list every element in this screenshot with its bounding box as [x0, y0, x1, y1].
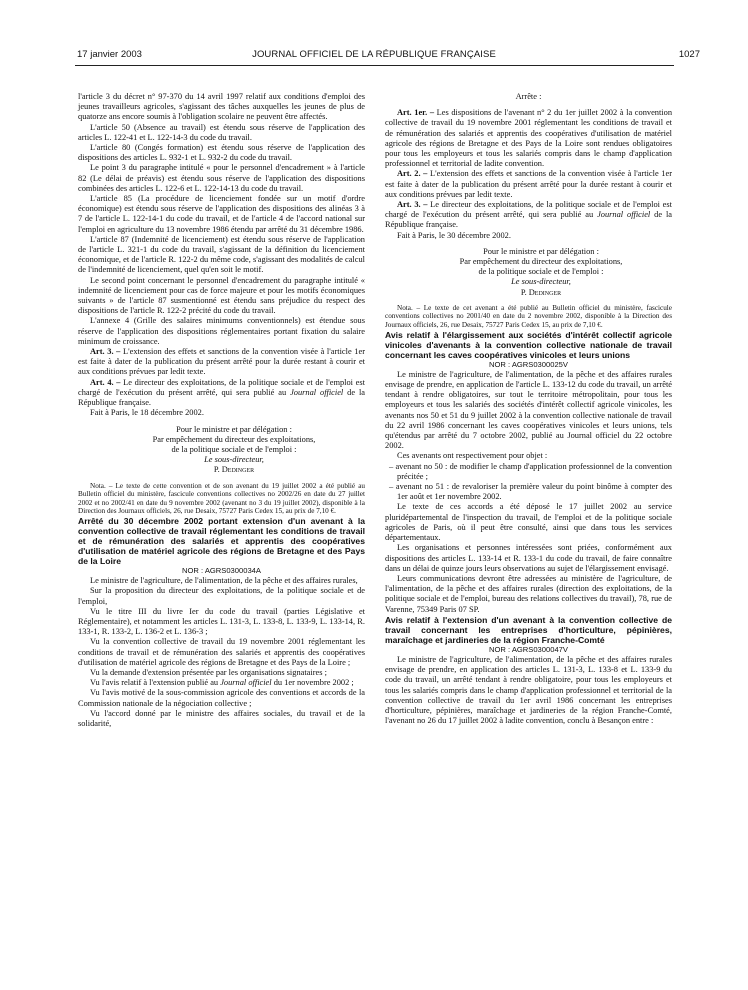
paragraph: Le ministre de l'agriculture, de l'alimentation, de la pêche et des affaires rurales, — [90, 576, 358, 586]
nor-reference: NOR : AGRS0300047V — [489, 644, 568, 654]
fait-a-paris: Fait à Paris, le 18 décembre 2002. — [90, 408, 204, 418]
right-column — [385, 92, 672, 726]
signature-title: Le sous-directeur, — [511, 277, 571, 287]
article-label: Art. 1er. – — [397, 108, 435, 118]
signature-line: de la politique sociale et de l'emploi : — [171, 444, 297, 454]
signature-line: de la politique sociale et de l'emploi : — [478, 267, 604, 277]
paragraph: Vu l'avis motivé de la sous-commission agricole des conventions et accords de la Commission nationale de la négociation collective ; — [78, 688, 365, 708]
article-1: Art. 1er. – Les dispositions de l'avenant n° 2 du 1er juillet 2002 à la convention collective de travail du 19 novembre 2001 réglementant les conditions de travail et de rémunération des salariés et apprentis des coopératives d'utilisation de matériel agricole des régions de Bretagne et des Pays de la Loire sont rendues obligatoires pour tous les employeurs et tous les salariés compris dans le champ d'application professionnel et territorial de ladite convention. — [385, 108, 673, 169]
paragraph: Le ministre de l'agriculture, de l'alimentation, de la pêche et des affaires rurales envisage de prendre, en application de l'article L. 133-12 du code du travail, un arrêté tendant à rendre obligatoires, sur tout le territoire métropolitain, pour tous les employeurs et tous les salariés des sociétés d'intérêt collectif agricole vinicoles, les avenants nos 50 et 51 du 9 juillet 2002 à la convention collective nationale de travail du 22 avril 1986 concernant les caves coopératives vinicoles et leurs unions, tels qu'étendus par arrêté du 7 octobre 2002, publié au Journal officiel du 22 octobre 2002. — [385, 369, 672, 451]
paragraph: Sur la proposition du directeur des exploitations, de la politique sociale et de l'emploi, — [78, 586, 365, 606]
paragraph: l'article 3 du décret n° 97-370 du 14 avril 1997 relatif aux conditions d'emploi des jeunes travailleurs agricoles, s'agissant des tâches auxquelles les jeunes de plus de quatorze ans encore soumis à l'obligation scolaire ne peuvent être affectés. — [78, 92, 365, 122]
fait-a-paris: Fait à Paris, le 30 décembre 2002. — [397, 230, 511, 240]
page-number: 1027 — [678, 49, 700, 60]
article-label: Art. 4. – — [90, 377, 121, 387]
nor-reference: NOR : AGRS0300034A — [182, 565, 261, 575]
list-item: – avenant no 50 : de modifier le champ d'application professionnel de la convention précitée ; — [389, 461, 672, 481]
paragraph: Vu l'accord donné par le ministre des affaires sociales, du travail et de la solidarité, — [78, 708, 365, 728]
signature-line: Pour le ministre et par délégation : — [483, 246, 599, 256]
avis-title: Avis relatif à l'élargissement aux sociétés d'intérêt collectif agricole vinicoles d'avenants à la convention collective nationale de travail concernant les caves coopératives vinicoles et leurs unions — [385, 329, 672, 360]
signatory-name: P. Dedinger — [520, 287, 562, 297]
paragraph: Leurs communications devront être adressées au ministère de l'agriculture, de l'alimentation, de la pêche et des affaires rurales (direction des exploitations, de la politique sociale et de l'emploi, bureau des relations collectives du travail), 78, rue de Varenne, 75349 Paris 07 SP. — [385, 573, 672, 614]
article-label: Art. 3. – — [397, 200, 428, 210]
nota: Nota. – Le texte de cette convention et de son avenant du 19 juillet 2002 a été publié au Bulletin officiel du ministère, fascicule conventions collectives no 2002/26 en date du 27 juillet 2002 et no 2002/41 en date du 9 novembre 2002 (avenant no 3 du 19 juillet 2002), disponible à la Direction des Journaux officiels, 26, rue Desaix, 75727 Paris Cedex 15, au prix de 7,10 €. — [78, 481, 365, 516]
paragraph: Ces avenants ont respectivement pour objet : — [397, 451, 548, 461]
list-item: – avenant no 51 : de revaloriser la première valeur du point binôme à compter des 1er août et 1er novembre 2002. — [389, 482, 672, 502]
article-3: Art. 3. – Le directeur des exploitations, de la politique sociale et de l'emploi est chargé de l'exécution du présent arrêté, qui sera publié au Journal officiel de la République française. — [385, 200, 672, 230]
arrete-title: Arrêté du 30 décembre 2002 portant extension d'un avenant à la convention collective de travail réglementant les conditions de travail et de rémunération des salariés et apprentis des coopératives d'utilisation de matériel agricole des régions de Bretagne et des Pays de la Loire — [78, 515, 365, 566]
paragraph: L'article 80 (Congés formation) est étendu sous réserve de l'application des dispositions des articles L. 932-1 et L. 932-2 du code du travail. — [78, 143, 365, 163]
left-column — [78, 92, 365, 729]
signature-line: Par empêchement du directeur des exploitations, — [459, 257, 623, 267]
arrete-label: Arrête : — [515, 92, 542, 101]
paragraph: L'article 87 (Indemnité de licenciement) est étendu sous réserve de l'application de l'article L. 321-1 du code du travail, s'agissant de la définition du licenciement économique, et de l'article R. 122-2 du même code, s'agissant des modalités de calcul de l'indemnité de licenciement, quel qu'en soit le motif. — [78, 234, 365, 275]
article-label: Art. 3. – — [90, 347, 121, 357]
signature-line: Pour le ministre et par délégation : — [176, 424, 292, 434]
nota: Nota. – Le texte de cet avenant a été publié au Bulletin officiel du ministère, fascicule conventions collectives no 2001/40 en date du 2 novembre 2002, disponible à la Direction des Journaux officiels, 26, rue Desaix, 75727 Paris Cedex 15, au prix de 7,10 €. — [385, 303, 672, 330]
paragraph: Vu la demande d'extension présentée par les organisations signataires ; — [90, 667, 327, 677]
nor-reference: NOR : AGRS0300025V — [489, 359, 568, 369]
paragraph: L'article 50 (Absence au travail) est étendu sous réserve de l'application des articles L. 122-41 et L. 122-14-3 du code du travail. — [78, 122, 365, 142]
paragraph: Le point 3 du paragraphe intitulé « pour le personnel d'encadrement » à l'article 82 (Le délai de préavis) est étendu sous réserve de l'application des dispositions combinées des articles L. 122-6 et L. 122-14-13 du code du travail. — [78, 163, 365, 193]
paragraph: Le texte de ces accords a été déposé le 17 juillet 2002 au service pluridépartemental de l'inspection du travail, de l'emploi et de la politique sociale agricoles de Paris, où il peut être consulté, ainsi que dans tous les services départementaux. — [385, 502, 672, 543]
paragraph: Vu le titre III du livre Ier du code du travail (parties Législative et Réglementaire), et notamment les articles L. 131-3, L. 133-8, L. 133-9, L. 133-14, R. 133-1, R. 133-2, L. 136-2 et L. 136-3 ; — [78, 606, 365, 637]
page-header — [0, 49, 748, 63]
issue-date: 17 janvier 2003 — [77, 49, 142, 60]
paragraph: Vu la convention collective de travail du 19 novembre 2001 réglementant les conditions de travail et de rémunération des salariés et apprentis des coopératives d'utilisation de matériel agricole des régions de Bretagne et des Pays de la Loire ; — [78, 637, 365, 667]
article-2: Art. 2. – L'extension des effets et sanctions de la convention visée à l'article 1er est faite à dater de la publication du présent arrêté pour la durée restant à courir et aux conditions prévues par ledit texte. — [385, 169, 672, 199]
signature-title: Le sous-directeur, — [204, 455, 264, 465]
paragraph: Le second point concernant le personnel d'encadrement du paragraphe intitulé « indemnité de licenciement pour cas de force majeure et pour les motifs économiques suivants » de l'article 87 susmentionné est étendu sans préjudice du respect des dispositions de l'article R. 122-2 précité du code du travail. — [78, 275, 365, 316]
paragraph: Les organisations et personnes intéressées sont priées, conformément aux dispositions des articles L. 133-14 et R. 133-1 du code du travail, de faire connaître dans un délai de quinze jours leurs observations au sujet de l'élargissement envisagé. — [385, 543, 672, 573]
paragraph: Vu l'avis relatif à l'extension publié au Journal officiel du 1er novembre 2002 ; — [90, 678, 354, 688]
paragraph: L'annexe 4 (Grille des salaires minimums conventionnels) est étendue sous réserve de l'application des dispositions réglementaires portant fixation du salaire minimum de croissance. — [78, 316, 365, 346]
article-label: Art. 2. – — [397, 169, 428, 179]
article-3: Art. 3. – L'extension des effets et sanctions de la convention visée à l'article 1er est faite à dater de la publication du présent arrêté pour la durée restant à courir et aux conditions prévues par ledit texte. — [78, 347, 365, 377]
paragraph: L'article 85 (La procédure de licenciement fondée sur un motif d'ordre économique) est étendu sous réserve de l'application des dispositions des alinéas 3 à 7 de l'article L. 122-14-1 du code du travail, et de l'article 4 de l'accord national sur l'emploi en agriculture du 13 novembre 1986 étendu par arrêté du 31 décembre 1986. — [78, 194, 365, 234]
signatory-name: P. Dedinger — [213, 465, 255, 475]
article-4: Art. 4. – Le directeur des exploitations, de la politique sociale et de l'emploi est chargé de l'exécution du présent arrêté, qui sera publié au Journal officiel de la République française. — [78, 377, 365, 408]
signature-line: Par empêchement du directeur des exploitations, — [152, 434, 316, 444]
paragraph: Le ministre de l'agriculture, de l'alimentation, de la pêche et des affaires rurales envisage de prendre, en application des articles L. 131-3, L. 133-8 et L. 133-9 du code du travail, un arrêté tendant à rendre obligatoire, pour tous les employeurs et tous les salariés compris dans le champ d'application professionnel et territorial de la convention collective de travail du 1er avril 1986 concernant les entreprises d'horticulture, pépinières, maraîchage et jardineries de la région Franche-Comté, l'avenant no 26 du 17 juillet 2002 à ladite convention, conclu à Besançon entre : — [385, 654, 672, 726]
journal-title: JOURNAL OFFICIEL DE LA RÉPUBLIQUE FRANÇAISE — [252, 49, 496, 60]
header-rule — [75, 65, 674, 66]
avis-title: Avis relatif à l'extension d'un avenant à la convention collective de travail concernant les entreprises d'horticulture, pépinières, maraîchage et jardineries de la région Franche-Comté — [385, 614, 672, 645]
